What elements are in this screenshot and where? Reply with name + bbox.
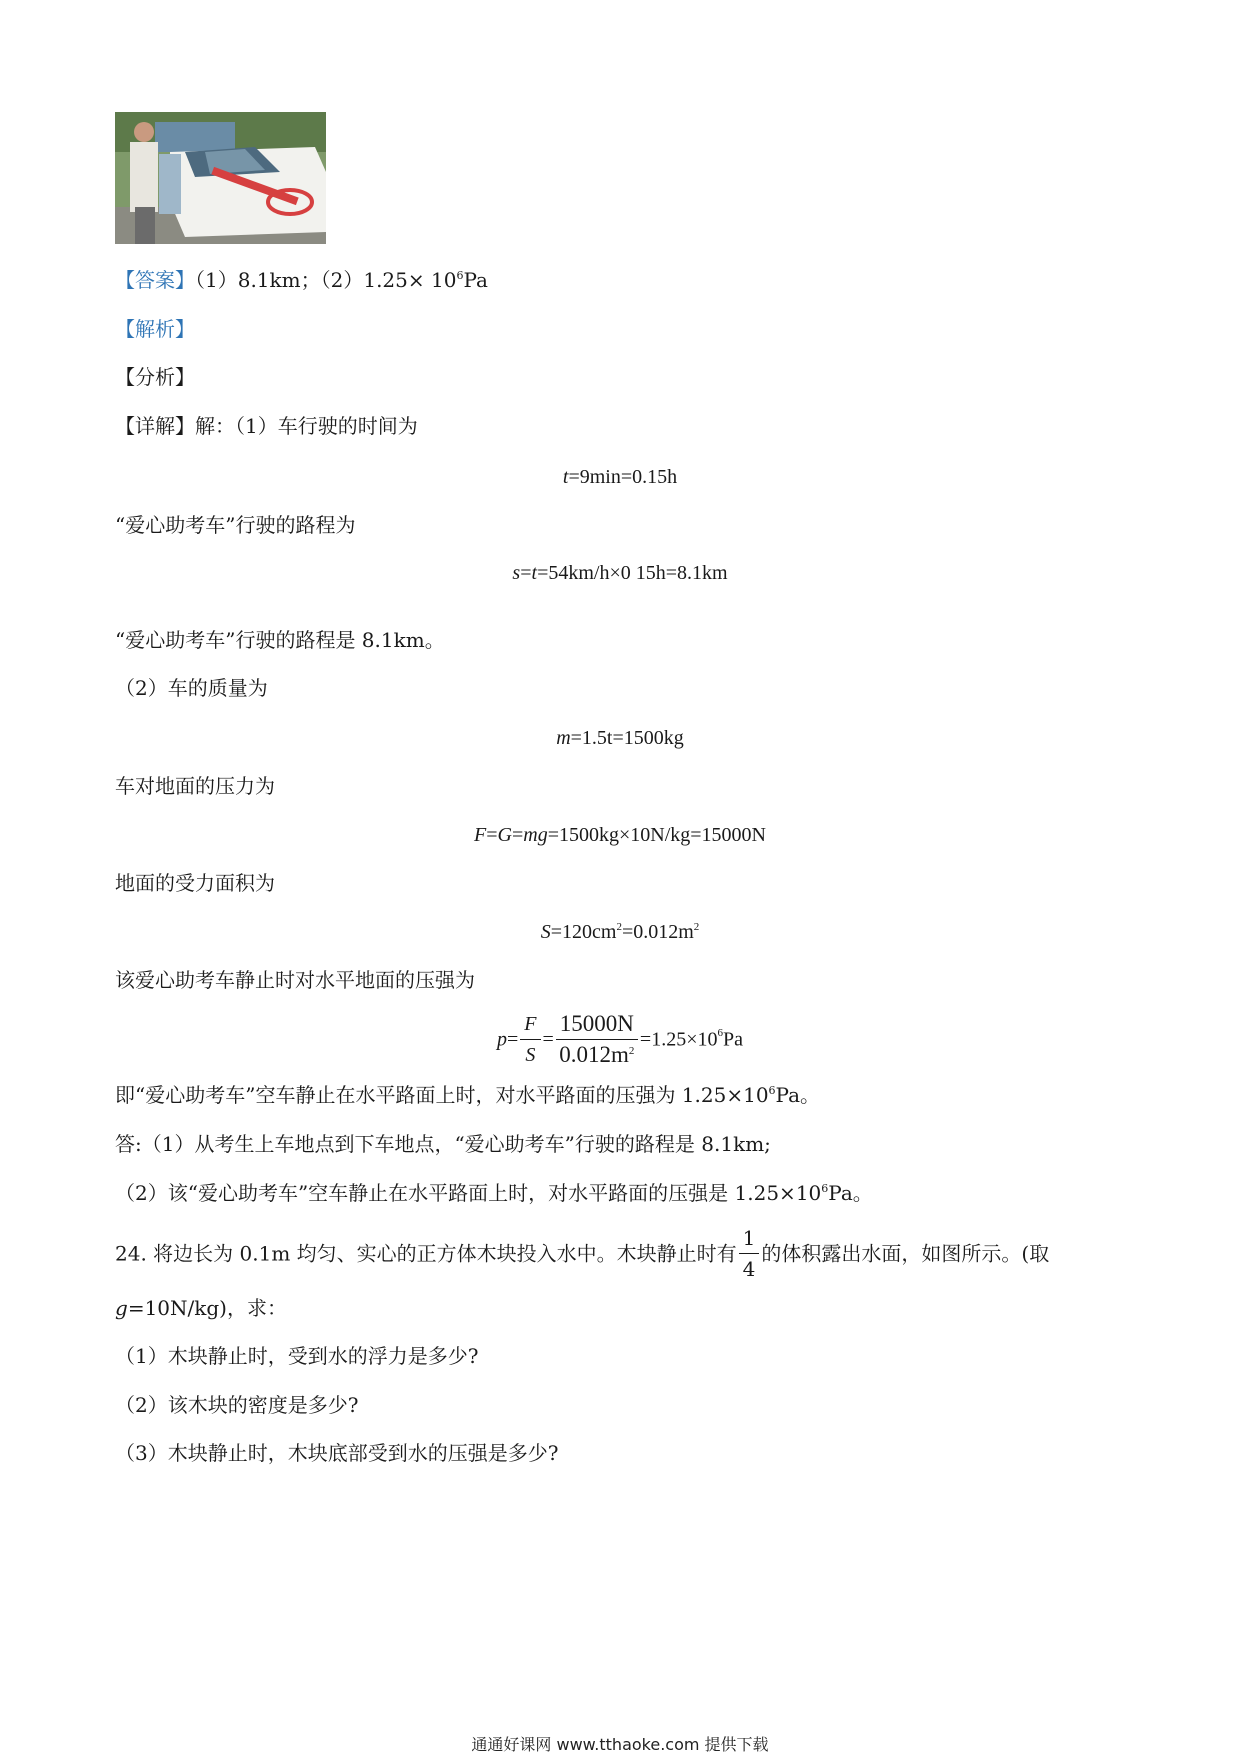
equation-mass <box>0 724 1240 752</box>
eq4-eq1: = <box>486 824 498 846</box>
mass-paragraph: （2）车的质量为 <box>115 676 268 700</box>
route-paragraph: “爱心助考车”行驶的路程为 <box>115 513 356 537</box>
ans2-sup: 6 <box>821 1182 829 1195</box>
frac2-den-wrap <box>556 1040 638 1070</box>
pressure-paragraph: 该爱心助考车静止时对水平地面的压强为 <box>115 968 475 992</box>
fraction-value <box>556 1009 638 1070</box>
fraction-F-over-S <box>520 1009 540 1070</box>
eq5-b: =0.012m <box>621 921 694 943</box>
conclusion-line <box>115 1081 820 1109</box>
eq5-sup2: 2 <box>693 921 700 933</box>
q24-den: 4 <box>742 1257 756 1281</box>
car-photo <box>115 112 326 244</box>
ans2-b: Pa。 <box>828 1181 873 1205</box>
equation-area <box>0 918 1240 946</box>
frac1-num: F <box>520 1009 540 1040</box>
question-24-part1: （1）木块静止时，受到水的浮力是多少? <box>115 1344 479 1368</box>
eq2-s: s <box>512 562 521 584</box>
eq1-var: t <box>562 466 569 488</box>
q24-g: g <box>115 1296 128 1320</box>
frac2-num: 15000N <box>556 1009 638 1040</box>
detail-tag: 【详解】 <box>115 414 195 438</box>
fraction-one-quarter <box>739 1223 760 1284</box>
question-24-part3: （3）木块静止时，木块底部受到水的压强是多少? <box>115 1441 559 1465</box>
fenxi-tag: 【分析】 <box>115 365 195 389</box>
ans2-a: （2）该“爱心助考车”空车静止在水平路面上时，对水平路面的压强是 1.25×10 <box>115 1181 822 1205</box>
conclusion-a: 即“爱心助考车”空车静止在水平路面上时，对水平路面的压强为 1.25×10 <box>115 1083 769 1107</box>
answer-unit: Pa <box>463 268 488 292</box>
eq4-m: m <box>523 824 538 846</box>
eq6-unit: Pa <box>722 1028 743 1051</box>
question-24 <box>115 1220 1049 1286</box>
eq4-rest: =1500kg×10N/kg=15000N <box>547 824 766 846</box>
eq2-v: t <box>531 562 538 584</box>
area-paragraph: 地面的受力面积为 <box>115 871 275 895</box>
answer-text: （1）8.1km；（2）1.25× 10 <box>195 268 457 292</box>
equation-route <box>0 559 1240 587</box>
eq4-F: F <box>474 824 487 846</box>
answer-summary-1: 答:（1）从考生上车地点到下车地点，“爱心助考车”行驶的路程是 8.1km; <box>115 1132 771 1156</box>
equation-time <box>0 463 1240 491</box>
answer-tag: 【答案】 <box>115 268 195 292</box>
eq3-rest: =1.5t=1500kg <box>570 727 684 749</box>
question-24-line2 <box>115 1294 287 1322</box>
eq5-var: S <box>540 921 551 943</box>
q24-line2-rest: =10N/kg)，求： <box>127 1296 287 1320</box>
conclusion-b: Pa。 <box>775 1083 821 1107</box>
equation-force <box>0 821 1240 849</box>
analysis-tag: 【解析】 <box>115 317 195 341</box>
equation-pressure <box>0 1006 1240 1070</box>
answer-sup: 6 <box>456 269 464 282</box>
eq4-eq2: = <box>511 824 524 846</box>
eq6-p: p <box>497 1028 508 1051</box>
eq6-eq1: = <box>507 1028 519 1051</box>
conclusion-sup: 6 <box>768 1084 776 1097</box>
force-paragraph: 车对地面的压力为 <box>115 774 275 798</box>
footer-credit: 通通好课网 www.tthaoke.com 提供下载 <box>471 1735 769 1754</box>
frac1-den: S <box>525 1043 536 1066</box>
answer-summary-2 <box>115 1179 873 1207</box>
eq5-sup1: 2 <box>616 921 622 933</box>
q24-b: 的体积露出水面，如图所示。(取 <box>761 1241 1050 1266</box>
eq2-eq: = <box>520 562 532 584</box>
route-result: “爱心助考车”行驶的路程是 8.1km。 <box>115 628 445 652</box>
detail-line <box>115 412 418 440</box>
eq6-eq2: = <box>542 1028 554 1051</box>
eq4-G: G <box>497 824 512 846</box>
eq6-res: =1.25×10 <box>639 1028 718 1051</box>
frac2-den: 0.012m <box>559 1041 629 1067</box>
eq5-a: =120cm <box>550 921 617 943</box>
eq4-g: g <box>537 824 548 846</box>
eq6-res-sup: 6 <box>717 1027 723 1039</box>
eq1-rest: =9min=0.15h <box>568 466 678 488</box>
eq2-rest: =54km/h×0 15h=8.1km <box>537 562 728 584</box>
detail-text: 解：（1）车行驶的时间为 <box>195 414 418 438</box>
eq3-var: m <box>556 727 571 749</box>
question-24-part2: （2）该木块的密度是多少? <box>115 1393 359 1417</box>
car-photo-illustration <box>115 112 326 244</box>
frac2-den-sup: 2 <box>628 1044 635 1057</box>
q24-num: 1 <box>739 1223 760 1254</box>
answer-line <box>115 266 488 294</box>
q24-a: 24. 将边长为 0.1m 均匀、实心的正方体木块投入水中。木块静止时有 <box>115 1241 737 1266</box>
